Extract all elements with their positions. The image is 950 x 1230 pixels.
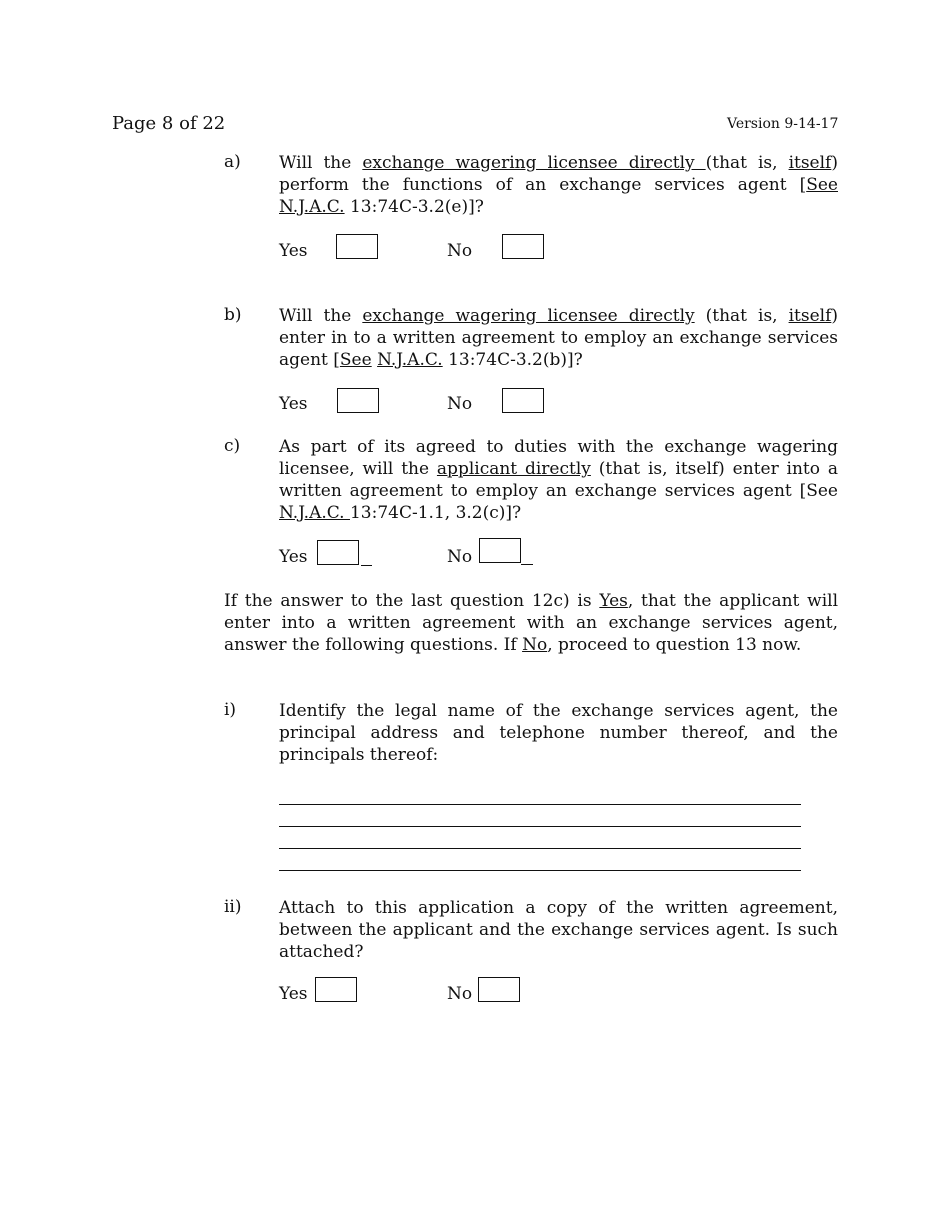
question-ii-no-checkbox[interactable] [478,977,520,1002]
question-a-no-checkbox[interactable] [502,234,544,259]
answer-line-2[interactable] [279,826,801,827]
question-i-text: Identify the legal name of the exchange services agent, the principal address and telephone number thereof, and the principals thereof: [279,701,838,765]
answer-line-3[interactable] [279,848,801,849]
question-b-yes-label: Yes [279,394,308,414]
question-b-no-checkbox[interactable] [502,388,544,413]
question-c-text: As part of its agreed to duties with the exchange wagering licensee, will the applicant directly (that is, itself) enter into a written agreement to employ an exchange services agent [See N.J.A.C. 13:74C-1.1, 3.2(c)]? [279,437,838,523]
question-ii-label: ii) [224,897,242,917]
version-label: Version 9-14-17 [727,116,839,132]
question-b-text: Will the exchange wagering licensee directly (that is, itself) enter in to a written agreement to employ an exchange services agent [See N.J.A.C. 13:74C-3.2(b)]? [279,306,839,370]
question-a-text: Will the exchange wagering licensee directly (that is, itself) perform the functions of an exchange services agent [See N.J.A.C. 13:74C-3.2(e)]? [279,153,838,217]
question-b-label: b) [224,305,242,325]
question-c-label: c) [224,436,241,456]
question-a-yes-label: Yes [279,241,308,261]
question-c-no-checkbox[interactable] [479,538,521,563]
question-c-yes-checkbox[interactable] [317,540,359,565]
answer-line-4[interactable] [279,870,801,871]
question-b-yes-checkbox[interactable] [337,388,379,413]
question-a-no-label: No [447,241,473,261]
question-c-yes-label: Yes [279,547,308,567]
question-a-label: a) [224,152,241,172]
page-number: Page 8 of 22 [112,113,226,134]
question-ii-text: Attach to this application a copy of the written agreement, between the applicant and the exchange services agent. Is such attached? [279,898,838,962]
question-i-label: i) [224,700,237,720]
question-c-no-label: No [447,547,473,567]
question-c-no-underline [521,564,533,565]
question-ii-no-label: No [447,984,473,1004]
answer-line-1[interactable] [279,804,801,805]
question-a-yes-checkbox[interactable] [336,234,378,259]
question-c-yes-underline [361,565,372,566]
question-ii-yes-label: Yes [279,984,308,1004]
question-ii-yes-checkbox[interactable] [315,977,357,1002]
follow-up-instructions: If the answer to the last question 12c) is Yes, that the applicant will enter into a written agreement with an exchange services agent, answer the following questions. If No, proceed to question 13 now. [224,591,839,655]
question-b-no-label: No [447,394,473,414]
